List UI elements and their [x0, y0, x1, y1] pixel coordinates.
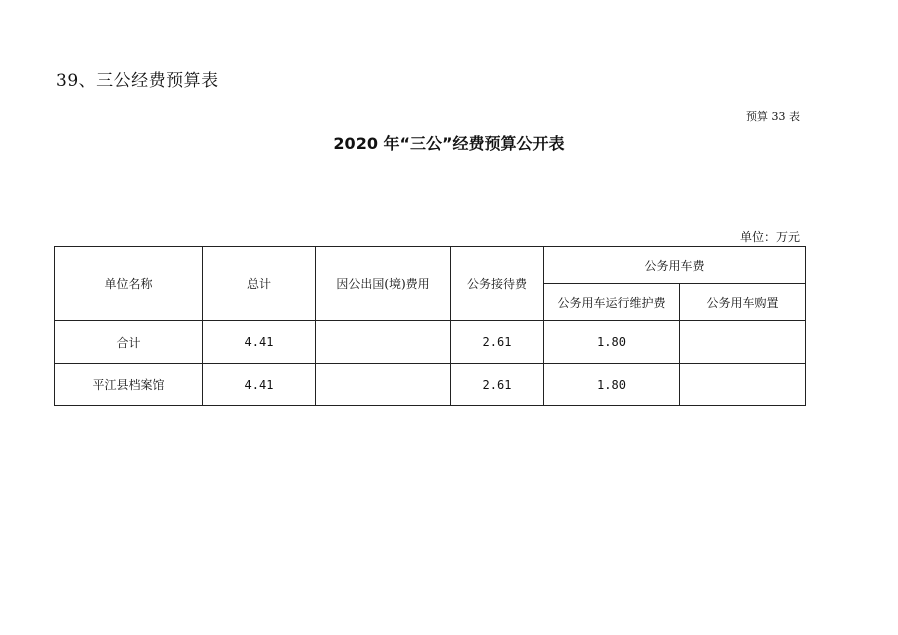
cell-vehicle-purchase — [680, 321, 806, 364]
table-header-row — [55, 247, 806, 284]
header-vehicle-group: 公务用车费 — [544, 247, 806, 284]
table-code: 预算 33 表 — [746, 110, 800, 123]
header-vehicle-purchase: 公务用车购置 — [680, 284, 806, 321]
header-reception: 公务接待费 — [451, 247, 544, 321]
cell-overseas — [316, 364, 451, 406]
cell-vehicle-purchase — [680, 364, 806, 406]
page-title: 2020 年“三公”经费预算公开表 — [333, 134, 565, 153]
header-overseas: 因公出国(境)费用 — [316, 247, 451, 321]
cell-unit-name: 平江县档案馆 — [55, 364, 203, 406]
header-vehicle-operation: 公务用车运行维护费 — [544, 284, 680, 321]
cell-total: 4.41 — [203, 364, 316, 406]
cell-overseas — [316, 321, 451, 364]
unit-note: 单位：万元 — [739, 230, 800, 244]
cell-total: 4.41 — [203, 321, 316, 364]
cell-reception: 2.61 — [451, 364, 544, 406]
cell-vehicle-operation: 1.80 — [544, 364, 680, 406]
budget-table — [54, 246, 806, 406]
header-total: 总计 — [203, 247, 316, 321]
header-unit-name: 单位名称 — [55, 247, 203, 321]
cell-vehicle-operation: 1.80 — [544, 321, 680, 364]
cell-reception: 2.61 — [451, 321, 544, 364]
section-heading: 39、三公经费预算表 — [56, 71, 219, 91]
table-row — [55, 364, 806, 406]
cell-unit-name: 合计 — [55, 321, 203, 364]
table-row — [55, 321, 806, 364]
